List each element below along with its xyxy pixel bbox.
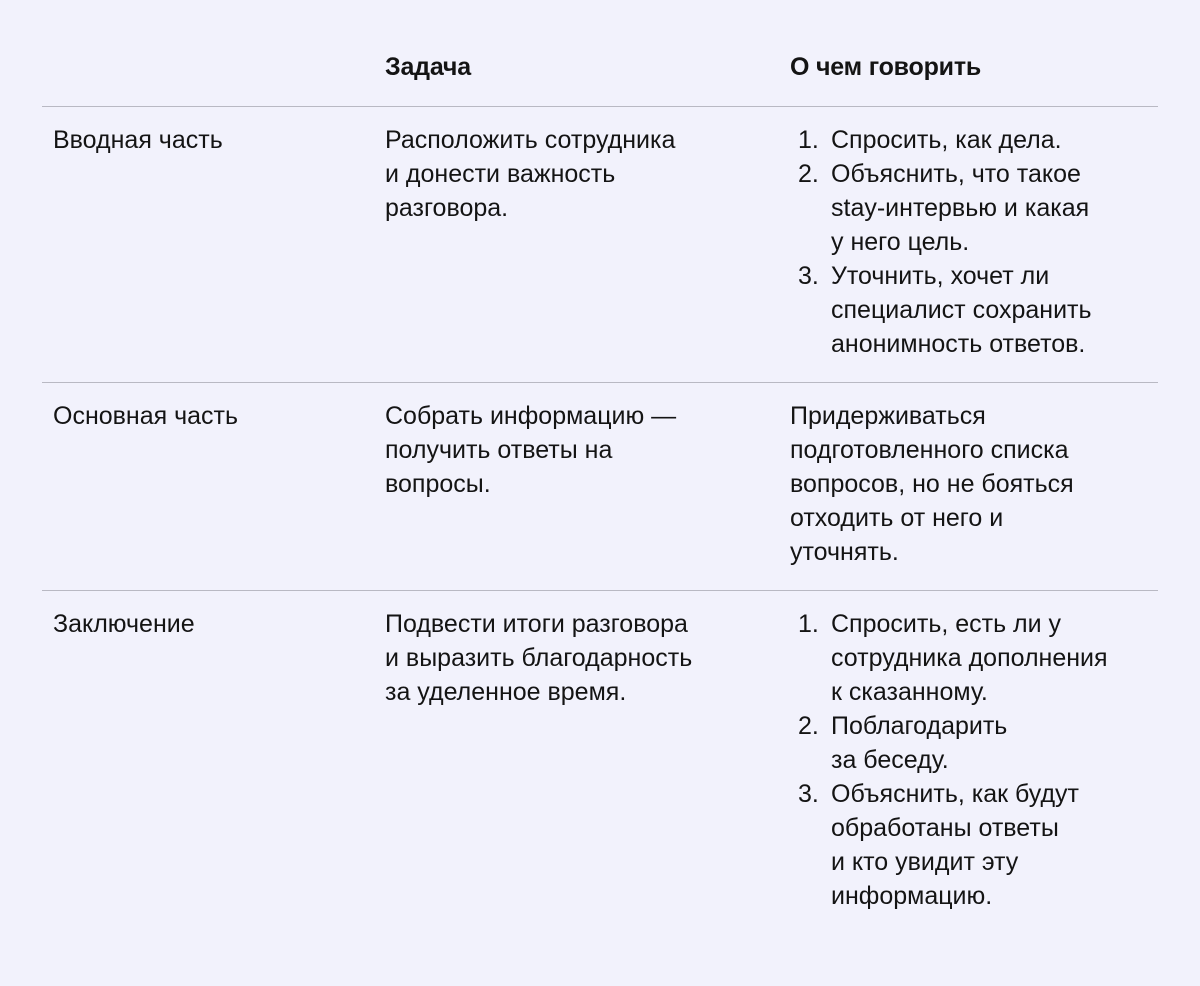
list-item-line: за беседу.: [831, 746, 949, 774]
list-item: [790, 709, 1108, 777]
talking-point-line: вопросов, но не бояться: [790, 470, 1074, 498]
list-item: [790, 607, 1108, 709]
list-item-line: Уточнить, хочет ли: [831, 262, 1050, 290]
task-line: Подвести итоги разговора: [385, 610, 688, 638]
list-number: 3.: [798, 262, 819, 290]
stage-cell: Основная часть: [53, 402, 239, 430]
stage-cell: Вводная часть: [53, 126, 223, 154]
list-item-line: обработаны ответы: [831, 814, 1059, 842]
task-line: Расположить сотрудника: [385, 126, 676, 154]
header-talking-points: О чем говорить: [790, 53, 982, 81]
list-item-line: анонимность ответов.: [831, 330, 1086, 358]
stage-cell: Заключение: [53, 610, 195, 638]
list-number: 1.: [798, 126, 819, 154]
list-item: [790, 259, 1092, 361]
table-header: [42, 0, 1158, 107]
list-item-line: Объяснить, что такое: [831, 160, 1081, 188]
list-item-line: stay-интервью и какая: [831, 194, 1090, 222]
list-number: 3.: [798, 780, 819, 808]
list-item-line: Спросить, есть ли у: [831, 610, 1062, 638]
talking-point-line: Придерживаться: [790, 402, 986, 430]
list-item-line: информацию.: [831, 882, 993, 910]
task-line: за уделенное время.: [385, 678, 627, 706]
talking-point-line: подготовленного списка: [790, 436, 1069, 464]
list-item-line: Объяснить, как будут: [831, 780, 1079, 808]
table-row: [42, 107, 1158, 383]
task-line: получить ответы на: [385, 436, 613, 464]
task-line: и донести важность: [385, 160, 616, 188]
list-item-line: к сказанному.: [831, 678, 988, 706]
list-item: [790, 123, 1092, 157]
list-item-line: и кто увидит эту: [831, 848, 1019, 876]
list-item-line: Спросить, как дела.: [831, 126, 1062, 154]
talking-points-list: [790, 607, 1108, 913]
task-line: Собрать информацию —: [385, 402, 677, 430]
task-line: и выразить благодарность: [385, 644, 693, 672]
task-cell: [385, 399, 676, 501]
stay-interview-table: [42, 0, 1158, 971]
task-cell: [385, 607, 692, 709]
task-line: разговора.: [385, 194, 509, 222]
list-number: 1.: [798, 610, 819, 638]
list-item: [790, 157, 1092, 259]
talking-points-list: [790, 123, 1092, 361]
table-row: [42, 383, 1158, 591]
list-item: [790, 777, 1108, 913]
list-number: 2.: [798, 712, 819, 740]
list-item-line: специалист сохранить: [831, 296, 1092, 324]
task-cell: [385, 123, 675, 225]
list-item-line: сотрудника дополнения: [831, 644, 1108, 672]
task-line: вопросы.: [385, 470, 491, 498]
talking-point-line: уточнять.: [790, 538, 899, 566]
list-item-line: Поблагодарить: [831, 712, 1008, 740]
list-item-line: у него цель.: [831, 228, 970, 256]
talking-points-cell: [790, 399, 1074, 569]
list-number: 2.: [798, 160, 819, 188]
talking-point-line: отходить от него и: [790, 504, 1004, 532]
table-row: [42, 591, 1158, 971]
header-task: Задача: [385, 53, 471, 81]
